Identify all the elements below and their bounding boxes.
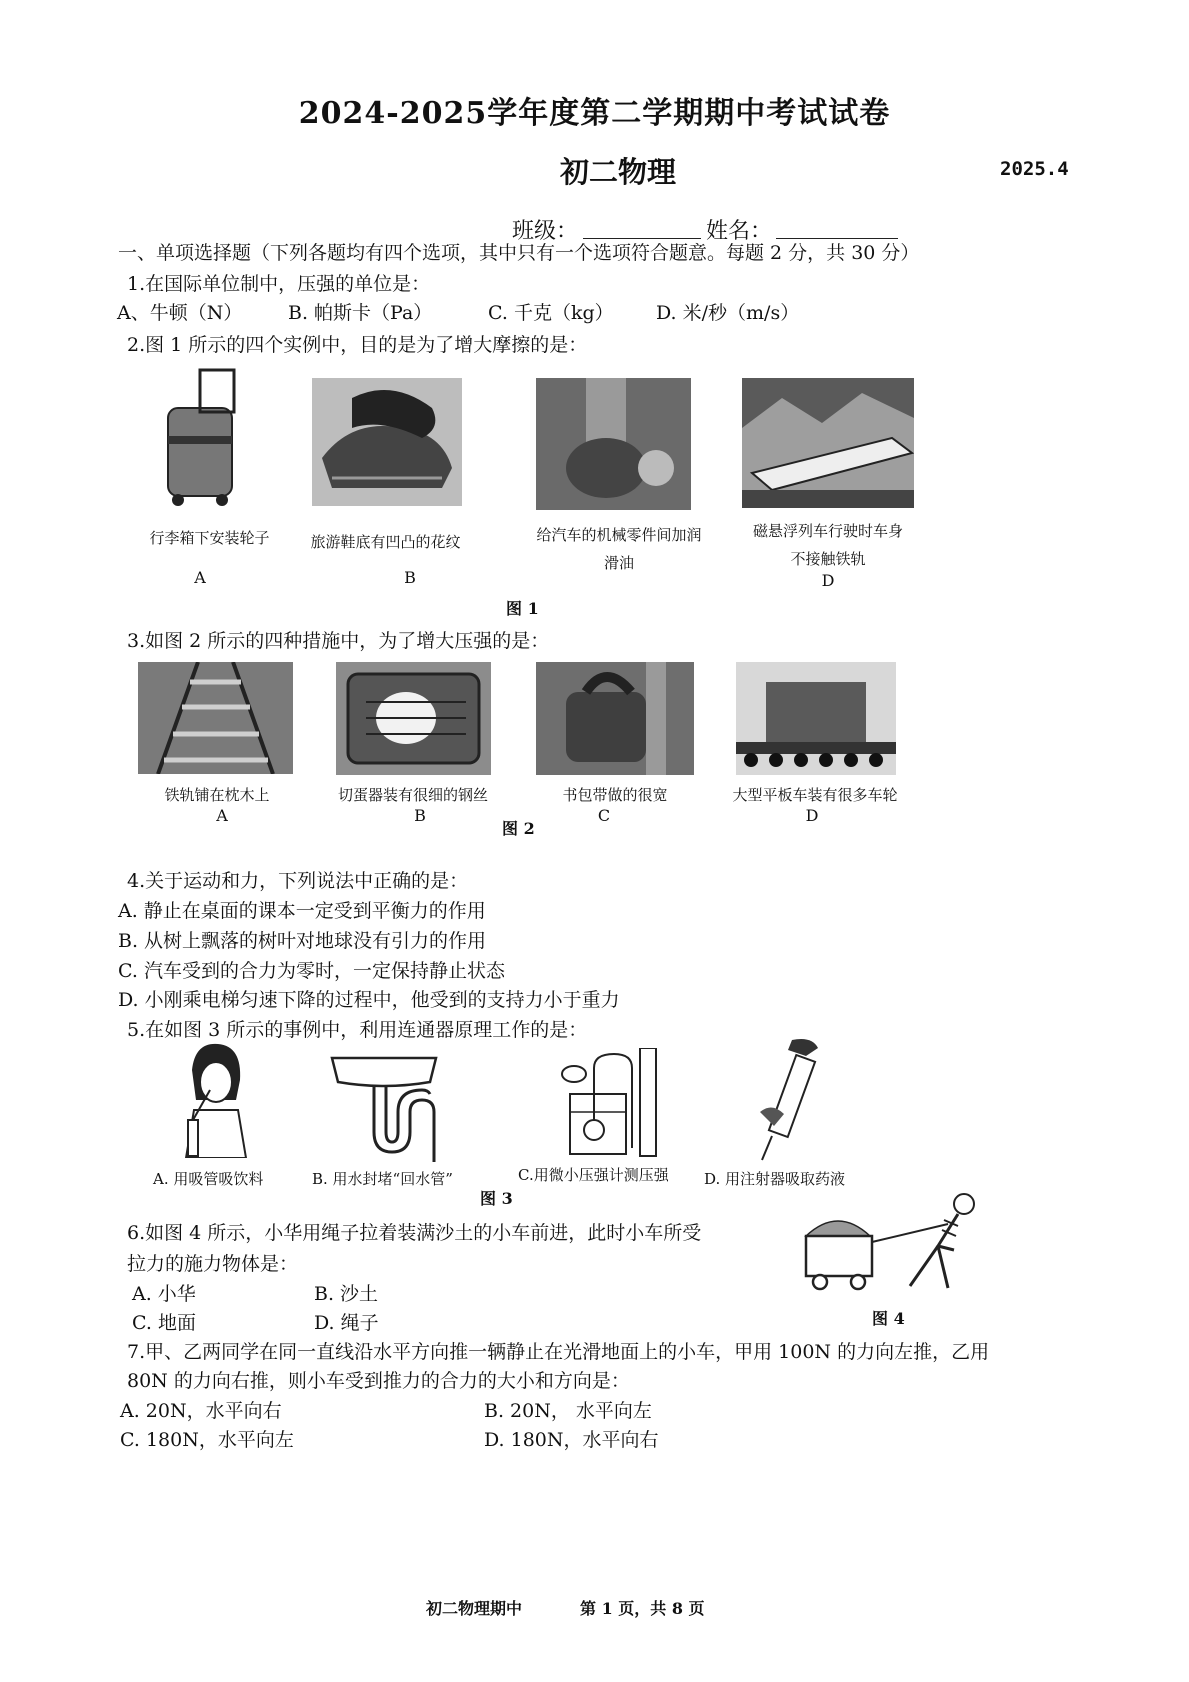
girl-straw-image [180, 1040, 250, 1158]
q3-caption-d: 大型平板车装有很多车轮 [732, 786, 898, 804]
q6-stem-line2: 拉力的施力物体是： [127, 1253, 299, 1275]
q3-letter-d: D [805, 806, 819, 825]
q4-option-d: D. 小刚乘电梯匀速下降的过程中，他受到的支持力小于重力 [118, 989, 620, 1011]
figure4-label: 图 4 [872, 1309, 905, 1328]
q6-option-a: A. 小华 [132, 1283, 196, 1305]
q4-option-b: B. 从树上飘落的树叶对地球没有引力的作用 [118, 930, 487, 952]
q3-caption-b: 切蛋器装有很细的钢丝 [337, 786, 488, 804]
q4-option-a: A. 静止在桌面的课本一定受到平衡力的作用 [118, 900, 486, 922]
flatbed-truck-image [736, 662, 896, 775]
q7-stem-line1: 7.甲、乙两同学在同一直线沿水平方向推一辆静止在光滑地面上的小车，甲用 100N 的力向左推，乙用 [127, 1341, 990, 1363]
q3-letter-a: A [216, 806, 228, 825]
section1-heading: 一、单项选择题（下列各题均有四个选项，其中只有一个选项符合题意。每题 2 分，共 30 分） [118, 242, 920, 264]
maglev-train-image [742, 378, 914, 508]
q2-stem: 2.图 1 所示的四个实例中，目的是为了增大摩擦的是： [127, 334, 588, 356]
syringe-image [752, 1036, 832, 1162]
q2-caption-b: 旅游鞋底有凹凸的花纹 [310, 533, 461, 551]
footer-page-number: 第 1 页，共 8 页 [580, 1599, 705, 1618]
q1-option-c: C. 千克（kg） [488, 302, 614, 324]
rail-ties-image [138, 662, 293, 774]
q6-option-c: C. 地面 [132, 1312, 196, 1334]
q3-caption-c: 书包带做的很宽 [562, 786, 668, 804]
shoe-image [312, 378, 462, 506]
q1-option-b: B. 帕斯卡（Pa） [288, 302, 433, 324]
q5-caption-a: A. 用吸管吸饮料 [153, 1170, 264, 1188]
q6-stem-line1: 6.如图 4 所示，小华用绳子拉着装满沙土的小车前进，此时小车所受 [127, 1222, 702, 1244]
q7-stem-line2: 80N 的力向右推，则小车受到推力的合力的大小和方向是： [127, 1370, 630, 1392]
cart-pulling-image [798, 1190, 982, 1296]
q3-stem: 3.如图 2 所示的四种措施中，为了增大压强的是： [127, 630, 550, 652]
q7-option-a: A. 20N，水平向右 [120, 1400, 282, 1422]
q3-letter-b: B [414, 806, 426, 825]
pressure-gauge-image [554, 1048, 664, 1160]
q2-letter-b: B [404, 568, 416, 587]
q2-caption-c-line1: 给汽车的机械零件间加润 [536, 526, 702, 544]
sink-trap-image [330, 1052, 438, 1162]
q5-stem: 5.在如图 3 所示的事例中，利用连通器原理工作的是： [127, 1019, 588, 1041]
machine-parts-image [536, 378, 691, 510]
q3-caption-a: 铁轨铺在枕木上 [164, 786, 270, 804]
q4-option-c: C. 汽车受到的合力为零时，一定保持静止状态 [118, 960, 505, 982]
q1-stem: 1.在国际单位制中，压强的单位是： [127, 273, 431, 295]
exam-title: 2024-2025学年度第二学期期中考试试卷 [298, 96, 891, 131]
q3-letter-c: C [597, 806, 611, 825]
q7-option-d: D. 180N，水平向右 [484, 1429, 659, 1451]
subject-title: 初二物理 [560, 155, 677, 189]
q6-option-b: B. 沙土 [314, 1283, 379, 1305]
name-label: 姓名： [706, 219, 773, 244]
q2-caption-d-line1: 磁悬浮列车行驶时车身 [752, 522, 903, 540]
exam-date: 2025.4 [1000, 158, 1069, 180]
q6-option-d: D. 绳子 [314, 1312, 379, 1334]
egg-cutter-image [336, 662, 491, 775]
figure2-label: 图 2 [502, 819, 535, 838]
q1-option-a: A、牛顿（N） [117, 302, 243, 324]
q5-caption-b: B. 用水封堵“回水管” [312, 1170, 453, 1188]
q5-caption-c: C.用微小压强计测压强 [518, 1166, 669, 1184]
figure3-label: 图 3 [480, 1189, 513, 1208]
q2-caption-d-line2: 不接触铁轨 [790, 550, 866, 568]
q1-option-d: D. 米/秒（m/s） [656, 302, 800, 324]
footer-exam-name: 初二物理期中 [426, 1599, 523, 1618]
q4-stem: 4.关于运动和力，下列说法中正确的是： [127, 870, 469, 892]
schoolbag-image [536, 662, 694, 775]
class-label: 班级： [512, 219, 579, 244]
q2-caption-c-line2: 滑油 [603, 554, 634, 572]
figure1-label: 图 1 [506, 599, 539, 618]
q7-option-b: B. 20N， 水平向左 [484, 1400, 652, 1422]
q2-letter-d: D [821, 571, 835, 590]
q2-letter-a: A [194, 568, 206, 587]
q5-caption-d: D. 用注射器吸取药液 [704, 1170, 846, 1188]
q2-caption-a: 行李箱下安装轮子 [149, 529, 270, 547]
luggage-image [150, 368, 250, 510]
q7-option-c: C. 180N，水平向左 [120, 1429, 294, 1451]
